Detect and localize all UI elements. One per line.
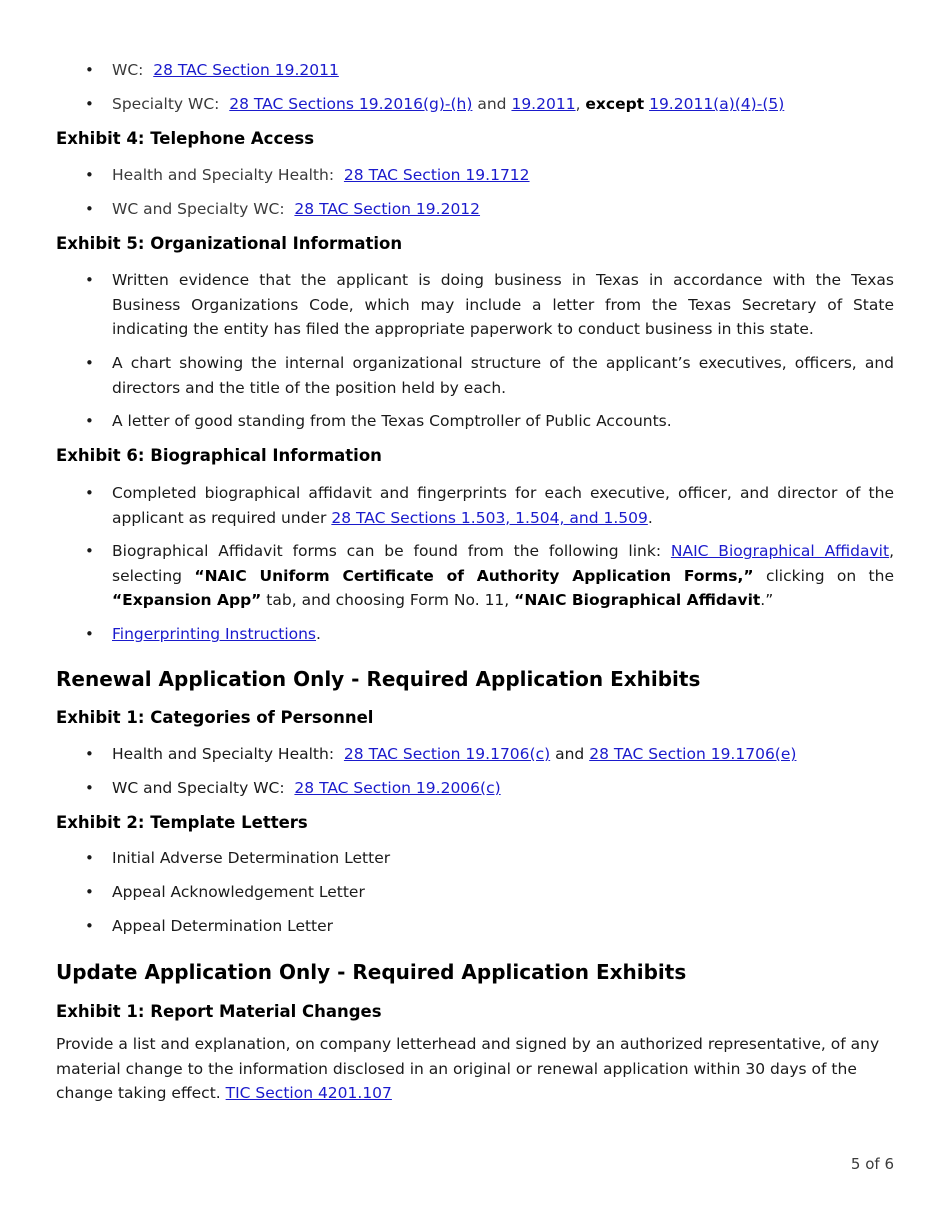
tac-link[interactable]: 28 TAC Section 19.1706(c) [343,745,551,763]
renewal-heading: Renewal Application Only - Required Application Exhibits [56,667,701,691]
item-text: clicking on the [765,566,894,585]
item-text: , selecting [112,542,894,585]
bold-text: “Expansion App” [112,591,262,609]
item-label: Health and Specialty Health: [112,745,335,763]
list-item [112,776,894,801]
list-item [112,197,894,222]
list-item: • Written evidence that the applicant is doing business in Texas in accordance with the Texas Business Organizations Code, which may include a letter from the Texas Secretary of State indicating the entity has filed the appropriate paperwork to conduct business in this state. [112,268,894,342]
page-number: 5 of 6 [850,1155,894,1173]
update-paragraph [56,1032,894,1106]
list-item: • Appeal Acknowledgement Letter [112,880,894,905]
list-item: • Fingerprinting Instructions. [112,622,894,647]
list-item: • A letter of good standing from the Texas Comptroller of Public Accounts. [112,409,894,434]
exhibit4-heading: Exhibit 4: Telephone Access [56,129,315,148]
list-item: • A chart showing the internal organizational structure of the applicant’s executives, officers, and directors and the title of the position held by each. [112,351,894,400]
tac-link[interactable]: 28 TAC Sections 19.2016(g)-(h) [229,95,473,113]
list-item: • Appeal Determination Letter [112,914,894,939]
list-item: • Completed biographical affidavit and fingerprints for each executive, officer, and director of the applicant as required under 28 TAC Sections 1.503, 1.504, and 1.509. [112,481,894,530]
naic-affidavit-link[interactable]: NAIC Biographical Affidavit [670,542,890,560]
item-text: .” [760,591,774,609]
list-item [112,742,894,767]
bold-text: “NAIC Biographical Affidavit [514,591,761,609]
item-label: WC and Specialty WC: [112,200,285,218]
list-item: • Initial Adverse Determination Letter [112,846,894,871]
list-item: • Specialty WC: 28 TAC Sections 19.2016(g)-(h) and 19.2011, except 19.2011(a)(4)-(5) [112,92,894,117]
bold-text: “NAIC Uniform Certificate of Authority Application Forms,” [194,566,754,585]
item-label: Health and Specialty Health: [112,166,335,184]
item-label: Specialty WC: [112,95,220,113]
renewal-exhibit2-heading: Exhibit 2: Template Letters [56,813,308,832]
tac-link[interactable]: 28 TAC Sections 1.503, 1.504, and 1.509 [331,508,648,527]
update-exhibit1-heading: Exhibit 1: Report Material Changes [56,1002,382,1021]
tac-link[interactable]: 28 TAC Section 19.2012 [294,200,481,218]
list-item [112,539,894,613]
exhibit5-heading: Exhibit 5: Organizational Information [56,234,403,253]
item-text: Completed biographical affidavit and fingerprints for each executive, officer, and director of the applicant as required under [112,484,894,527]
except-text: except [585,95,645,113]
list-item [112,163,894,188]
renewal-exhibit1-heading: Exhibit 1: Categories of Personnel [56,708,374,727]
tac-link[interactable]: 28 TAC Section 19.2011 [153,61,339,79]
fingerprinting-link[interactable]: Fingerprinting Instructions [112,625,317,643]
item-label: WC and Specialty WC: [112,779,285,797]
item-label: WC: [112,61,144,79]
list-item [112,58,894,83]
connector-text: and [477,95,507,113]
connector-text: and [555,745,585,763]
tac-link[interactable]: 28 TAC Section 19.2006(c) [294,779,501,797]
item-text: tab, and choosing Form No. 11, [266,591,510,609]
update-heading: Update Application Only - Required Application Exhibits [56,960,687,984]
item-text: Biographical Affidavit forms can be found from the following link: [112,542,662,560]
tac-link[interactable]: 19.2011 [511,95,576,113]
tac-link[interactable]: 19.2011(a)(4)-(5) [649,95,785,113]
exhibit6-heading: Exhibit 6: Biographical Information [56,446,382,465]
tac-link[interactable]: 28 TAC Section 19.1712 [343,166,530,184]
tac-link[interactable]: 28 TAC Section 19.1706(e) [589,745,797,763]
tic-link[interactable]: TIC Section 4201.107 [225,1084,392,1102]
paragraph-text: Provide a list and explanation, on company letterhead and signed by an authorized representative, of any material change to the information disclosed in an original or renewal application within 30 days of the change taking effect. [56,1035,880,1102]
